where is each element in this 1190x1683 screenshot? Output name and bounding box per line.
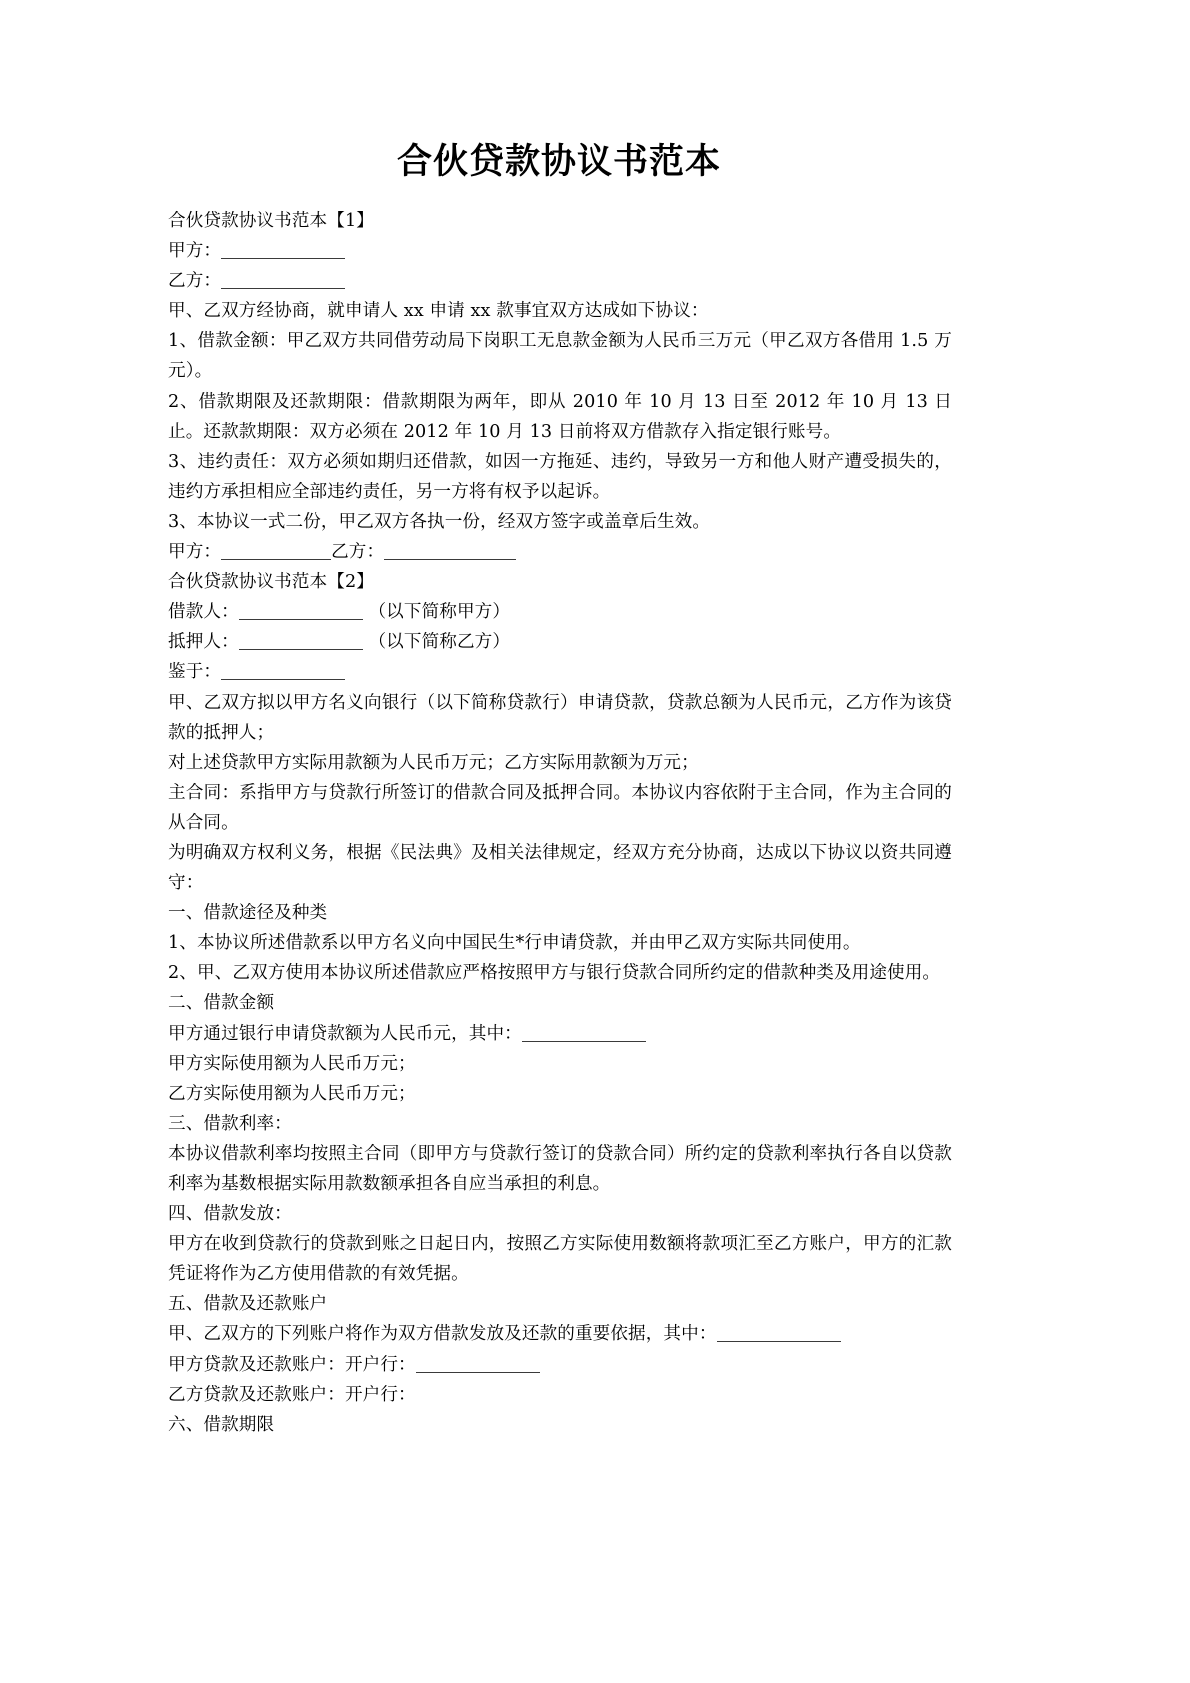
section-5-body-row <box>168 1319 952 1349</box>
signature-party-a-blank[interactable] <box>221 543 331 560</box>
section-5-heading-text: 五、借款及还款账户 <box>168 1294 328 1315</box>
page-title: 合伙贷款协议书范本 <box>396 142 721 182</box>
preamble-1 <box>168 296 952 326</box>
document-body <box>168 206 952 1440</box>
actual-usage-text: 对上述贷款甲方实际用款额为人民币万元；乙方实际用款额为万元； <box>168 752 699 773</box>
section-2-party-a <box>168 1049 952 1079</box>
section-5-account-b <box>168 1380 952 1410</box>
borrower-blank[interactable] <box>239 603 363 620</box>
signature-party-b-blank[interactable] <box>384 543 516 560</box>
party-b-1-label: 乙方： <box>168 271 222 292</box>
signature-party-a-label: 甲方： <box>168 542 222 563</box>
section-2-party-b <box>168 1079 952 1109</box>
party-a-1-row <box>168 236 952 266</box>
section-4-body: 甲方在收到贷款行的贷款到账之日起日内，按照乙方实际使用数额将款项汇至乙方账户，甲方的汇款凭证将作为乙方使用借款的有效凭据。 <box>168 1234 952 1285</box>
section-1-item-1-text: 1、本协议所述借款系以甲方名义向中国民生*行申请贷款，并由甲乙双方实际共同使用。 <box>168 933 861 954</box>
section-1-item-1 <box>168 928 952 958</box>
legal-basis: 为明确双方权利义务，根据《民法典》及相关法律规定，经双方充分协商，达成以下协议以资共同遵守： <box>168 842 952 894</box>
mortgagor-suffix: （以下简称乙方） <box>368 632 511 653</box>
section-1-heading-text: 一、借款途径及种类 <box>168 903 328 924</box>
mortgagor-blank[interactable] <box>239 633 363 650</box>
intro-bank: 甲、乙双方拟以甲方名义向银行（以下简称贷款行）申请贷款，贷款总额为人民币元，乙方作为该贷款的抵押人； <box>168 692 952 743</box>
section-2-total-text: 甲方通过银行申请贷款额为人民币元，其中： <box>168 1023 522 1044</box>
section-5-heading <box>168 1289 952 1319</box>
party-a-1-blank[interactable] <box>221 242 345 259</box>
signature-1-row <box>168 537 952 567</box>
section-5-body-blank[interactable] <box>717 1325 841 1342</box>
section-2-party-b-text: 乙方实际使用额为人民币万元； <box>168 1083 416 1104</box>
section-4-heading-text: 四、借款发放： <box>168 1204 292 1225</box>
main-contract: 主合同：系指甲方与贷款行所签订的借款合同及抵押合同。本协议内容依附于主合同，作为主合同的从合同。 <box>168 782 952 833</box>
section-1-heading <box>168 898 952 928</box>
whereas-label: 鉴于： <box>168 662 222 683</box>
section-4-heading <box>168 1199 952 1229</box>
borrower-label: 借款人： <box>168 602 239 623</box>
clause-2-term: 2、借款期限及还款期限：借款期限为两年，即从 2010 年 10 月 13 日至 2012 年 10 月 13 日止。还款款期限：双方必须在 2012 年 10 月 13 日前将双方借款存入指定银行账号。 <box>168 391 952 442</box>
section-5-account-b-text: 乙方贷款及还款账户：开户行： <box>168 1384 416 1405</box>
section-2-total-row <box>168 1019 952 1049</box>
section-2-heading-text: 二、借款金额 <box>168 993 275 1014</box>
party-b-1-row <box>168 266 952 296</box>
section-5-body-text: 甲、乙双方的下列账户将作为双方借款发放及还款的重要依据，其中： <box>168 1324 717 1345</box>
section-3-body: 本协议借款利率均按照主合同（即甲方与贷款行签订的贷款合同）所约定的贷款利率执行各自以贷款利率为基数根据实际用款数额承担各自应当承担的利息。 <box>168 1143 952 1194</box>
section-5-account-a-text: 甲方贷款及还款账户：开户行： <box>168 1354 416 1375</box>
clause-3-copies-text: 3、本协议一式二份，甲乙双方各执一份，经双方签字或盖章后生效。 <box>168 511 711 532</box>
section-5-account-a-row <box>168 1350 952 1380</box>
whereas-row <box>168 657 952 687</box>
actual-usage <box>168 748 952 778</box>
clause-3-breach: 3、违约责任：双方必须如期归还借款，如因一方拖延、违约，导致另一方和他人财产遭受损失的，违约方承担相应全部违约责任，另一方将有权予以起诉。 <box>168 451 952 502</box>
section-2-total-blank[interactable] <box>522 1025 646 1042</box>
section-1-item-2: 2、甲、乙双方使用本协议所述借款应严格按照甲方与银行贷款合同所约定的借款种类及用途使用。 <box>168 963 941 984</box>
section-6-heading <box>168 1410 952 1440</box>
borrower-row <box>168 597 952 627</box>
party-b-1-blank[interactable] <box>221 272 345 289</box>
sub-heading-1-text: 合伙贷款协议书范本【1】 <box>168 211 374 231</box>
section-2-party-a-text: 甲方实际使用额为人民币万元； <box>168 1053 416 1074</box>
section-5-account-a-blank[interactable] <box>416 1356 540 1373</box>
party-a-1-label: 甲方： <box>168 241 222 262</box>
sub-heading-2 <box>168 567 952 597</box>
sub-heading-1 <box>168 206 952 236</box>
borrower-suffix: （以下简称甲方） <box>368 602 511 623</box>
mortgagor-label: 抵押人： <box>168 632 239 653</box>
whereas-blank[interactable] <box>221 663 345 680</box>
signature-party-b-label: 乙方： <box>331 542 385 563</box>
section-3-heading-text: 三、借款利率： <box>168 1113 292 1134</box>
section-3-heading <box>168 1109 952 1139</box>
sub-heading-2-text: 合伙贷款协议书范本【2】 <box>168 572 374 593</box>
preamble-1-text: 甲、乙双方经协商，就申请人 xx 申请 xx 款事宜双方达成如下协议： <box>168 301 709 322</box>
clause-1-amount: 1、借款金额：甲乙双方共同借劳动局下岗职工无息款金额为人民币三万元（甲乙双方各借用 1.5 万元）。 <box>168 331 952 382</box>
section-2-heading <box>168 988 952 1018</box>
mortgagor-row <box>168 627 952 657</box>
section-6-heading-text: 六、借款期限 <box>168 1414 275 1435</box>
clause-3-copies <box>168 507 952 537</box>
